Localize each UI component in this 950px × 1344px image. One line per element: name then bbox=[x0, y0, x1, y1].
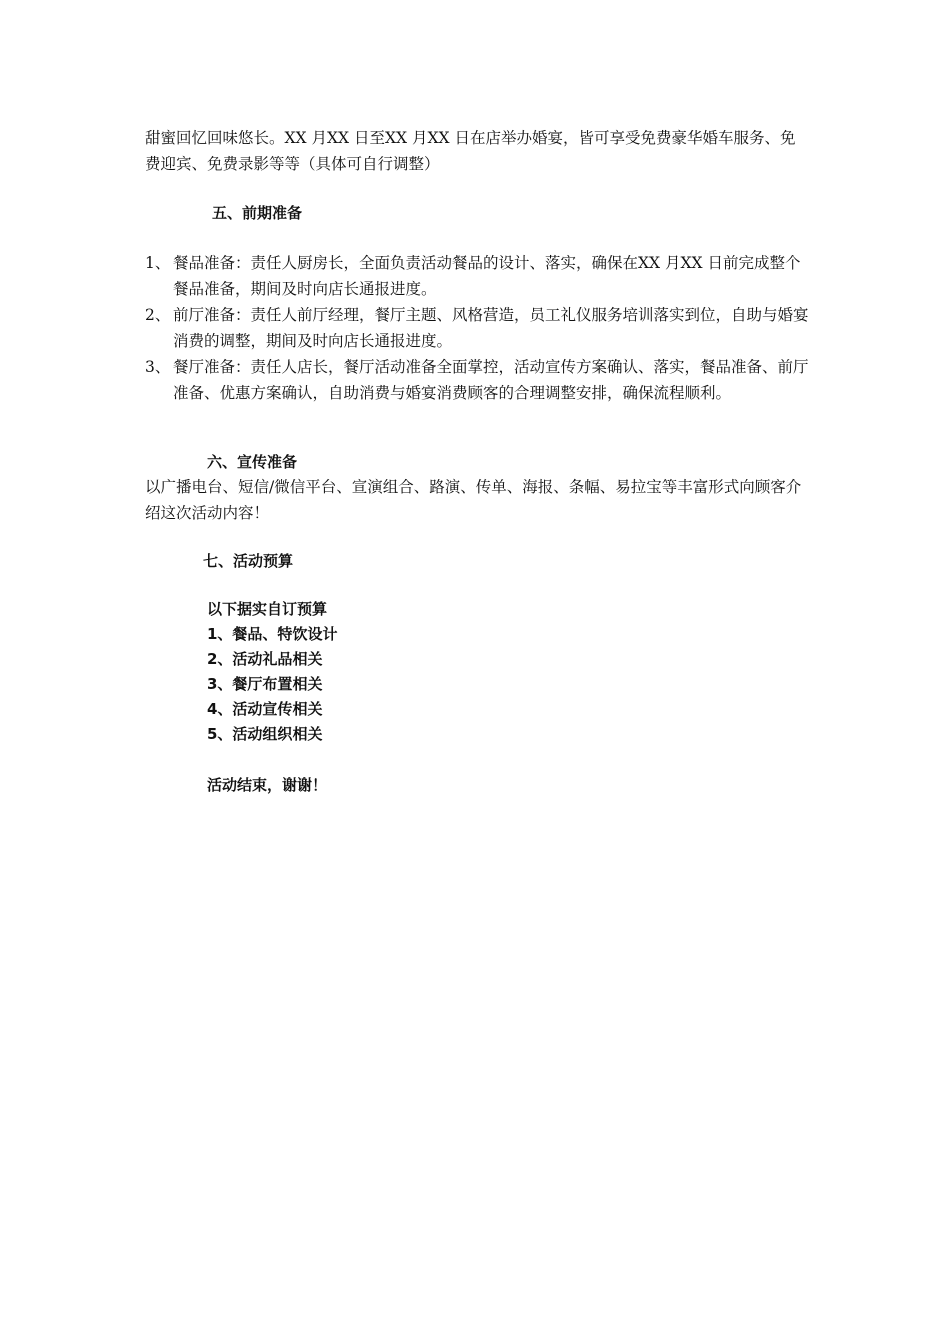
budget-line: 5、活动组织相关 bbox=[207, 725, 323, 743]
list-item-number: 2、 bbox=[145, 306, 171, 324]
list-item-number: 1、 bbox=[145, 254, 171, 272]
budget-line: 4、活动宣传相关 bbox=[207, 700, 323, 718]
list-item-text: 餐品准备：责任人厨房长，全面负责活动餐品的设计、落实，确保在XX 月XX 日前完成整个餐品准备，期间及时向店长通报进度。 bbox=[173, 254, 801, 298]
section-heading-preparation: 五、前期准备 bbox=[212, 204, 303, 222]
section-heading-budget: 七、活动预算 bbox=[203, 552, 294, 570]
list-item-number: 3、 bbox=[145, 358, 171, 376]
list-item bbox=[145, 302, 810, 354]
list-item bbox=[145, 354, 810, 406]
section-heading-promotion: 六、宣传准备 bbox=[207, 453, 298, 471]
closing-text: 活动结束，谢谢！ bbox=[207, 776, 328, 794]
intro-paragraph: 甜蜜回忆回味悠长。XX 月XX 日至XX 月XX 日在店举办婚宴，皆可享受免费豪华婚车服务、免费迎宾、免费录影等等（具体可自行调整） bbox=[145, 129, 796, 173]
list-item-text: 餐厅准备：责任人店长，餐厅活动准备全面掌控，活动宣传方案确认、落实，餐品准备、前厅准备、优惠方案确认，自助消费与婚宴消费顾客的合理调整安排，确保流程顺利。 bbox=[173, 358, 809, 402]
budget-line: 以下据实自订预算 bbox=[207, 600, 328, 618]
budget-list bbox=[207, 597, 337, 747]
list-item bbox=[145, 250, 810, 302]
promotion-paragraph: 以广播电台、短信/微信平台、宣演组合、路演、传单、海报、条幅、易拉宝等丰富形式向顾客介绍这次活动内容！ bbox=[145, 478, 802, 522]
budget-line: 3、餐厅布置相关 bbox=[207, 675, 323, 693]
list-item-text: 前厅准备：责任人前厅经理，餐厅主题、风格营造，员工礼仪服务培训落实到位，自助与婚宴消费的调整，期间及时向店长通报进度。 bbox=[173, 306, 809, 350]
preparation-list bbox=[145, 250, 810, 406]
budget-line: 1、餐品、特饮设计 bbox=[207, 625, 338, 643]
budget-line: 2、活动礼品相关 bbox=[207, 650, 323, 668]
